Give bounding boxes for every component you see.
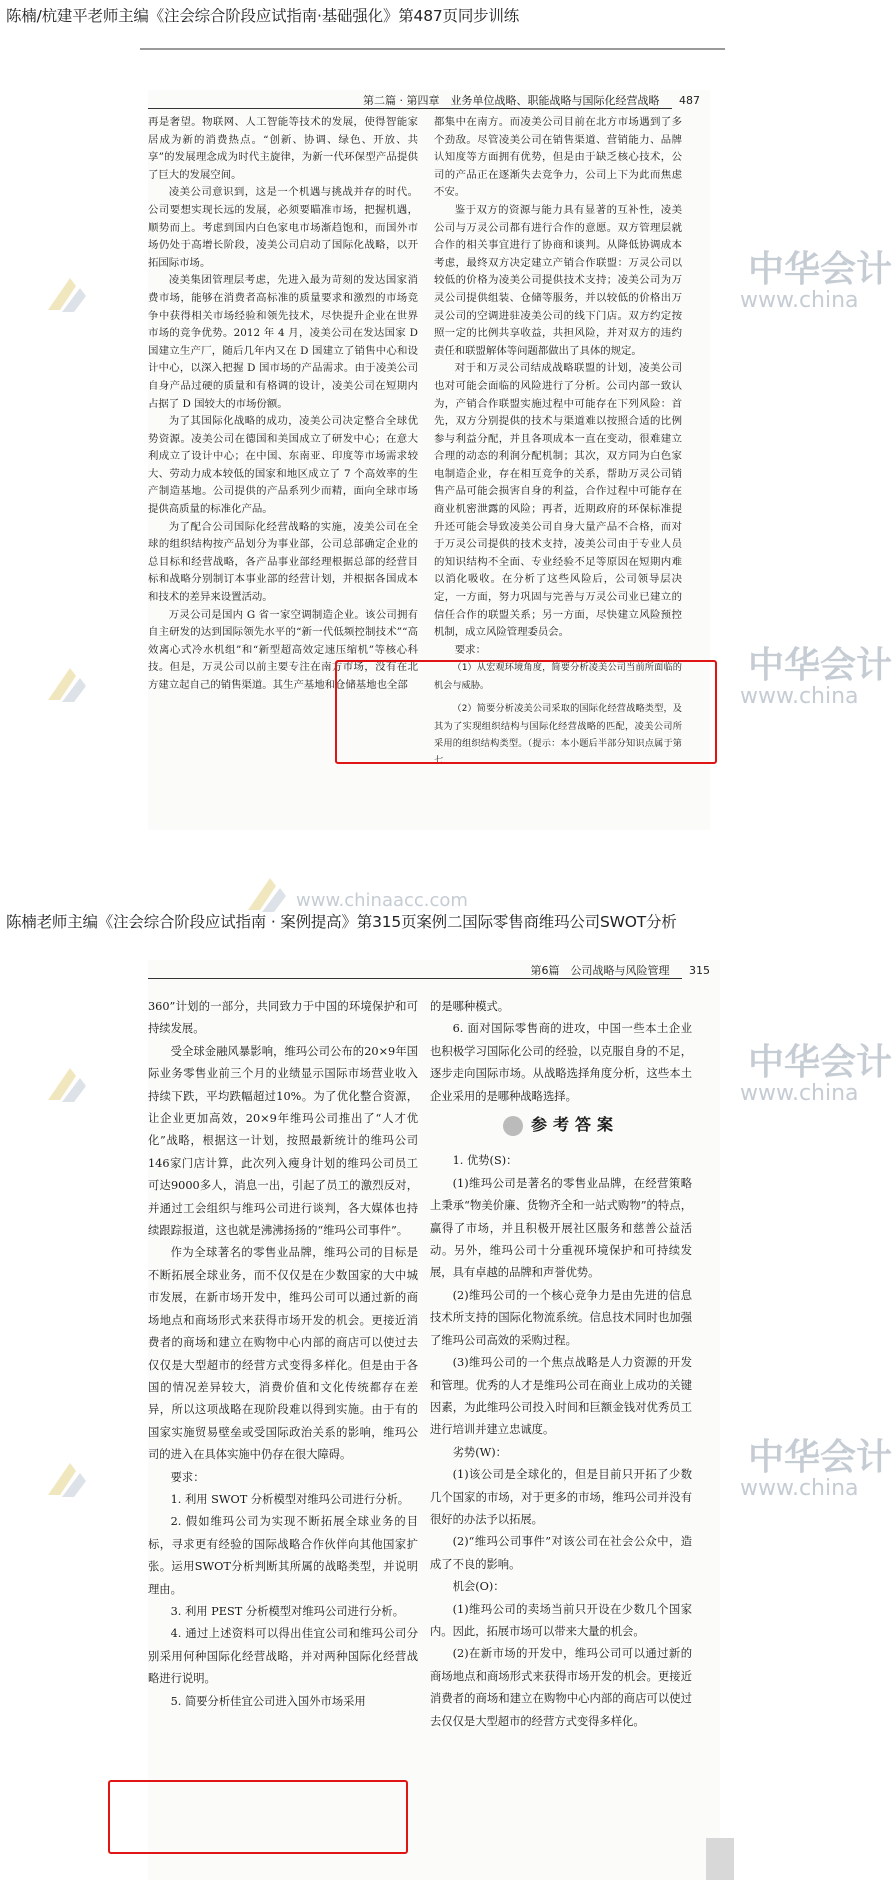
watermark-logo-icon xyxy=(40,660,100,710)
watermark-logo-icon xyxy=(40,1060,100,1110)
answer-line: (1)该公司是全球化的，但是目前只开拓了少数几个国家的市场，对于更多的市场，维玛公司并没有很好的办法予以拓展。 xyxy=(430,1468,692,1526)
watermark-logo-icon xyxy=(40,1455,100,1505)
paragraph: 再是奢望。物联网、人工智能等技术的发展，使得智能家居成为新的消费热点。“创新、协调、绿色、开放、共享”的发展理念成为时代主旋律，为新一代环保型产品提供了巨大的发展空间。 xyxy=(148,116,418,181)
right-column xyxy=(430,996,692,1733)
watermark-url: www.china xyxy=(740,1081,859,1106)
paragraph: 对于和万灵公司结成战略联盟的计划，凌美公司也对可能会面临的风险进行了分析。公司内部一致认为，产销合作联盟实施过程中可能存在下列风险：首先，双方分别提供的技术与渠道难以按照合适的比例参与利益分配，并且各项成本一直在变动，很难建立合理的动态的利润分配机制；其次，双方同为白色家电制造企业，存在相互竞争的关系，帮助万灵公司销售产品可能会损害自身的利益，合作过程中可能存在商业机密泄露的风险；再者，近期政府的环保标准提升还可能会导致凌美公司自身大量产品不合格，而对于万灵公司提供的技术支持，凌美公司由于专业人员的知识结构不全面、专业经验不足等原因在短期内难以消化吸收。在分析了这些风险后，公司领导层决定，一方面，努力巩固与完善与万灵公司业已建立的信任合作的联盟关系；另一方面，尽快建立风险预控机制，成立风险管理委员会。 xyxy=(434,362,682,639)
answer-line: (2)“维玛公司事件”对该公司在社会公众中，造成了不良的影响。 xyxy=(430,1535,692,1571)
paragraph: 作为全球著名的零售业品牌，维玛公司的目标是不断拓展全球业务，而不仅仅是在少数国家的大中城市发展，在新市场开发中，维玛公司可以通过新的商场地点和商场形式来获得市场开发的机会。更接近消费者的商场和建立在购物中心内部的商店可以使过去仅仅是大型超市的经营方式变得多样化。但是由于各国的情况差异较大，消费价值和文化传统都存在差异，所以这项战略在现阶段难以得到实施。由于有的国家实施贸易壁垒或受国际政治关系的影响，维玛公司的进入在具体实施中仍存在很大障碍。 xyxy=(148,1246,418,1462)
page-number: 315 xyxy=(689,964,710,977)
paragraph: 受全球金融风暴影响，维玛公司公布的20×9年国际业务零售业前三个月的业绩显示国际市场营业收入持续下跌，平均跌幅超过10%。为了优化整合资源，让企业更加高效，20×9年维玛公司推出了“人才优化”战略，根据这一计划，按照最新统计的维玛公司146家门店计算，此次列入瘦身计划的维玛公司员工可达9000多人，消息一出，引起了员工的激烈反对，并通过工会组织与维玛公司进行谈判，各大媒体也持续跟踪报道，这也就是沸沸扬扬的“维玛公司事件”。 xyxy=(148,1044,418,1238)
answer-line: (3)维玛公司的一个焦点战略是人力资源的开发和管理。优秀的人才是维玛公司在商业上成功的关键因素，为此维玛公司投入时间和巨额金钱对优秀员工进行培训并建立忠诚度。 xyxy=(430,1356,692,1437)
watermark-url: www.china xyxy=(740,288,859,313)
paragraph: 万灵公司是国内 G 省一家空调制造企业。该公司拥有自主研发的达到国际领先水平的“新一代低频控制技术”“高效离心式冷水机组”和“新型超高效定速压缩机”等核心科技。但是，万灵公司以前主要专注在南方市场，没有在北方建立起自己的销售渠道。其生产基地和仓储基地也全部 xyxy=(148,608,418,691)
answer-icon xyxy=(503,1116,523,1136)
watermark-cn: 中华会计 xyxy=(748,645,892,686)
watermark-url: www.china xyxy=(740,684,859,709)
watermark-cn: 中华会计 xyxy=(748,1437,892,1478)
answer-line: 1. 优势(S)： xyxy=(452,1154,518,1168)
chapter-title: 第二篇 · 第四章 业务单位战略、职能战略与国际化经营战略 xyxy=(363,94,660,107)
paragraph: 为了配合公司国际化经营战略的实施，凌美公司在全球的组织结构按产品划分为事业部，公司总部确定企业的总目标和经营战略，各产品事业部经理根据总部的经营目标和战略分别制订本事业部的经营计划，并根据各国成本和技术的差异来设置活动。 xyxy=(148,520,418,604)
top-caption: 陈楠/杭建平老师主编《注会综合阶段应试指南·基础强化》第487页同步训练 xyxy=(6,7,520,25)
answer-line: (1)维玛公司是著名的零售业品牌，在经营策略上秉承“物美价廉、货物齐全和一站式购物”的特点，赢得了市场，并且积极开展社区服务和慈善公益活动。另外，维玛公司十分重视环境保护和可持续发展，具有卓越的品牌和声誉优势。 xyxy=(430,1176,692,1280)
paragraph: 360”计划的一部分，共同致力于中国的环境保护和可持续发展。 xyxy=(148,1000,418,1036)
watermark-center-url: www.chinaacc.com xyxy=(296,890,468,911)
section-title: 第6篇 公司战略与风险管理 xyxy=(530,964,670,977)
answer-heading: 参考答案 xyxy=(430,1114,692,1136)
answer-line: (2)维玛公司的一个核心竞争力是由先进的信息技术所支持的国际化物流系统。信息技术同时也加强了维玛公司高效的采购过程。 xyxy=(430,1288,692,1347)
requirements-label: 要求： xyxy=(454,643,486,656)
question-item: 2. 假如维玛公司为实现不断拓展全球业务的目标，寻求更有经验的国际战略合作伙伴向其他国家扩张。运用SWOT分析判断其所属的战略类型，并说明理由。 xyxy=(148,1515,418,1596)
paragraph: 凌美公司意识到，这是一个机遇与挑战并存的时代。公司要想实现长远的发展，必须要瞄准市场，把握机遇，顺势而上。考虑到国内白色家电市场渐趋饱和，而国外市场仍处于高增长阶段，凌美公司启动了国际化战略，以开拓国际市场。 xyxy=(148,186,418,269)
answer-line: 劣势(W)： xyxy=(452,1445,507,1459)
watermark-cn: 中华会计 xyxy=(748,249,892,290)
left-column xyxy=(148,996,418,1713)
requirement-1: （1）从宏观环境角度，简要分析凌美公司当前所面临的机会与威胁。 xyxy=(434,662,682,691)
watermark-logo-icon xyxy=(240,870,300,920)
side-tab xyxy=(706,1838,734,1880)
bottom-caption: 陈楠老师主编《注会综合阶段应试指南 · 案例提高》第315页案例二国际零售商维玛公司SWOT分析 xyxy=(6,913,677,931)
question-item: 5. 简要分析佳宜公司进入国外市场采用 xyxy=(170,1694,366,1708)
book-page-487 xyxy=(148,90,710,830)
answer-line: (2)在新市场的开发中，维玛公司可以通过新的商场地点和商场形式来获得市场开发的机会。更接近消费者的商场和建立在购物中心内部的商店可以使过去仅仅是大型超市的经营方式变得多样化。 xyxy=(430,1647,692,1728)
highlight-box-question-4 xyxy=(108,1780,408,1854)
paragraph: 凌美集团管理层考虑，先进入最为苛刻的发达国家消费市场，能够在消费者高标准的质量要求和激烈的市场竞争中获得相关市场经验和领先技术，尽快提升企业在世界市场的竞争优势。2012 年 4 月，凌美公司在发达国家 D 国建立生产厂，随后几年内又在 D 国建立了销售中心和设计中心，以深入把握 D 国市场的产品需求。由于凌美公司自身产品过硬的质量和有格调的设计，凌美公司在短期内占据了 D 国较大的市场份额。 xyxy=(148,274,418,410)
header-rule xyxy=(148,978,682,979)
page-header xyxy=(363,92,700,108)
requirements-label: 要求： xyxy=(170,1470,205,1484)
answer-line: (1)维玛公司的卖场当前只开设在少数几个国家内。因此，拓展市场可以带来大量的机会。 xyxy=(430,1602,692,1638)
paragraph: 的是哪种模式。 xyxy=(430,1000,510,1013)
header-rule xyxy=(148,108,672,109)
highlight-box-requirement-2 xyxy=(335,660,717,764)
watermark-cn: 中华会计 xyxy=(748,1042,892,1083)
paragraph: 为了其国际化战略的成功，凌美公司决定整合全球优势资源。凌美公司在德国和美国成立了研发中心；在意大利成立了设计中心；在中国、东南亚、印度等市场需求较大、劳动力成本较低的国家和地区成立了 7 个高效率的生产制造基地。公司提供的产品系列少而精，面向全球市场提供高质量的标准化产品。 xyxy=(148,415,418,516)
page-header xyxy=(531,962,711,978)
question-item: 3. 利用 PEST 分析模型对维玛公司进行分析。 xyxy=(170,1604,405,1618)
left-column xyxy=(148,114,418,695)
answer-line: 机会(O)： xyxy=(452,1580,505,1594)
page-number: 487 xyxy=(679,94,700,107)
question-item: 6. 面对国际零售商的进攻，中国一些本土企业也积极学习国际化公司的经验，以克服自身的不足，逐步走向国际市场。从战略选择角度分析，这些本土企业采用的是哪种战略选择。 xyxy=(430,1022,692,1103)
question-item: 1. 利用 SWOT 分析模型对维玛公司进行分析。 xyxy=(170,1492,410,1506)
question-item: 4. 通过上述资料可以得出佳宜公司和维玛公司分别采用何种国际化经营战略，并对两种国际化经营战略进行说明。 xyxy=(148,1627,418,1686)
watermark-url: www.china xyxy=(740,1476,859,1501)
caption-divider xyxy=(140,48,725,50)
watermark-logo-icon xyxy=(40,270,100,320)
requirement-2: （2）简要分析凌美公司采取的国际化经营战略类型，及其为了实现组织结构与国际化经营战略的匹配，凌美公司所采用的组织结构类型。（提示：本小题后半部分知识点属于第七 xyxy=(434,703,682,767)
paragraph: 都集中在南方。而凌美公司目前在北方市场遇到了多个劲敌。尽管凌美公司在销售渠道、营销能力、品牌认知度等方面拥有优势，但是由于缺乏核心技术，公司的产品正在逐渐失去竞争力，公司上下为此而焦虑不安。 xyxy=(434,116,682,199)
paragraph: 鉴于双方的资源与能力具有显著的互补性，凌美公司与万灵公司都有进行合作的意愿。双方管理层就合作的相关事宜进行了协商和谈判。从降低协调成本考虑，最终双方决定建立产销合作联盟：万灵公司以较低的价格为凌美公司提供技术支持；凌美公司为万灵公司提供组装、仓储等服务，并以较低的价格出万灵公司的空调进驻凌美公司的线下门店。双方约定按照一定的比例共享收益，共担风险，并对双方的违约责任和联盟解体等问题都做出了具体的规定。 xyxy=(434,203,682,357)
book-page-315 xyxy=(148,960,720,1880)
